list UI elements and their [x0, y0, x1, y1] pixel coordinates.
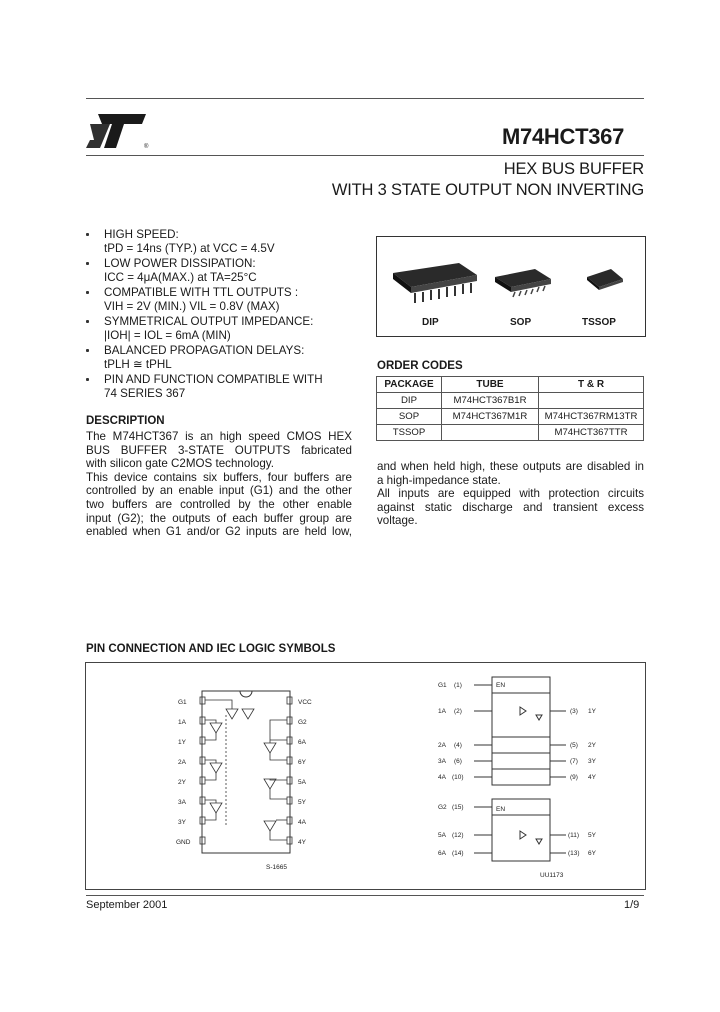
pin-label-left: G1: [178, 699, 187, 706]
svg-text:3A: 3A: [438, 758, 446, 765]
svg-text:(10): (10): [452, 774, 464, 781]
footer-date: September 2001: [86, 899, 168, 911]
bullet-icon: [86, 233, 89, 236]
pin-label-left: 3A: [178, 799, 186, 806]
svg-text:5A: 5A: [438, 832, 446, 839]
bullet-icon: [86, 291, 89, 294]
pin-label-right: 4Y: [298, 839, 306, 846]
svg-text:(13): (13): [568, 850, 580, 857]
title-rule: [86, 155, 644, 156]
package-label-dip: DIP: [422, 317, 439, 328]
pin-label-left: GND: [176, 839, 191, 846]
svg-text:(3): (3): [570, 708, 578, 715]
pin-connection-diagram: [166, 687, 326, 873]
pin-label-right: 5A: [298, 779, 306, 786]
svg-text:(11): (11): [568, 832, 580, 839]
svg-text:(4): (4): [454, 742, 462, 749]
svg-text:2A: 2A: [438, 742, 446, 749]
iec-ref: UU1173: [540, 872, 564, 879]
pin-label-right: 4A: [298, 819, 306, 826]
pin-label-right: 5Y: [298, 799, 306, 806]
pin-label-right: G2: [298, 719, 307, 726]
svg-text:G2: G2: [438, 804, 447, 811]
dip-package-image: [389, 259, 481, 307]
bullet-icon: [86, 378, 89, 381]
pin-label-left: 2A: [178, 759, 186, 766]
svg-text:(1): (1): [454, 682, 462, 689]
pin-label-left: 3Y: [178, 819, 186, 826]
svg-text:6A: 6A: [438, 850, 446, 857]
svg-text:G1: G1: [438, 682, 447, 689]
pin-label-right: 6Y: [298, 759, 306, 766]
svg-text:2Y: 2Y: [588, 742, 596, 749]
svg-text:3Y: 3Y: [588, 758, 596, 765]
package-label-tssop: TSSOP: [582, 317, 616, 328]
svg-text:(15): (15): [452, 804, 464, 811]
order-codes-table: [376, 376, 644, 441]
svg-text:(5): (5): [570, 742, 578, 749]
bullet-icon: [86, 320, 89, 323]
order-codes-title: ORDER CODES: [377, 360, 463, 372]
table-row: SOP M74HCT367M1R M74HCT367RM13TR: [377, 409, 644, 425]
description-right: and when held high, these outputs are disabled in a high-impedance state. All inputs are equipped with protection circuits against static discharge and transient excess voltage.: [377, 460, 644, 528]
package-label-sop: SOP: [510, 317, 532, 328]
part-number: M74HCT367: [502, 124, 625, 149]
package-images-box: [376, 236, 646, 337]
pin-label-left: 2Y: [178, 779, 186, 786]
top-rule: [86, 98, 644, 99]
pin-label-left: 1A: [178, 719, 186, 726]
svg-text:6Y: 6Y: [588, 850, 596, 857]
pin-diagram-box: [85, 662, 646, 890]
iec-logic-symbol: [436, 673, 626, 885]
footer-rule: [86, 895, 644, 896]
subtitle-line2: WITH 3 STATE OUTPUT NON INVERTING: [331, 181, 644, 199]
svg-text:1A: 1A: [438, 708, 446, 715]
svg-text:(12): (12): [452, 832, 464, 839]
table-header-row: PACKAGE TUBE T & R: [377, 377, 644, 393]
pin-label-right: VCC: [298, 699, 312, 706]
svg-text:4A: 4A: [438, 774, 446, 781]
bullet-icon: [86, 349, 89, 352]
tssop-package-image: [583, 265, 627, 297]
svg-text:(14): (14): [452, 850, 464, 857]
en-label: EN: [496, 682, 506, 689]
diagram-ref: S-1665: [266, 864, 287, 871]
bullet-icon: [86, 262, 89, 265]
pin-label-right: 6A: [298, 739, 306, 746]
svg-text:(6): (6): [454, 758, 462, 765]
svg-text:(2): (2): [454, 708, 462, 715]
en-label: EN: [496, 806, 506, 813]
pin-section-title: PIN CONNECTION AND IEC LOGIC SYMBOLS: [86, 643, 336, 655]
subtitle-line1: HEX BUS BUFFER: [503, 160, 644, 178]
table-row: TSSOP M74HCT367TTR: [377, 425, 644, 441]
sop-package-image: [491, 265, 555, 301]
svg-text:(9): (9): [570, 774, 578, 781]
description-title: DESCRIPTION: [86, 415, 165, 427]
pin-label-left: 1Y: [178, 739, 186, 746]
st-logo: [84, 110, 154, 154]
description-left: The M74HCT367 is an high speed CMOS HEX BUS BUFFER 3-STATE OUTPUTS fabricated with silicon gate C2MOS technology. This device contains six buffers, four buffers are controlled by an enable input (G1) and the other two buffers are controlled by the other enable input (G2); the outputs of each buffer group are enabled when G1 and/or G2 inputs are held low,: [86, 430, 352, 539]
svg-text:4Y: 4Y: [588, 774, 596, 781]
svg-text:®: ®: [144, 144, 149, 150]
footer-page-number: 1/9: [624, 899, 640, 911]
table-row: DIP M74HCT367B1R: [377, 393, 644, 409]
svg-text:(7): (7): [570, 758, 578, 765]
svg-text:1Y: 1Y: [588, 708, 596, 715]
svg-text:5Y: 5Y: [588, 832, 596, 839]
